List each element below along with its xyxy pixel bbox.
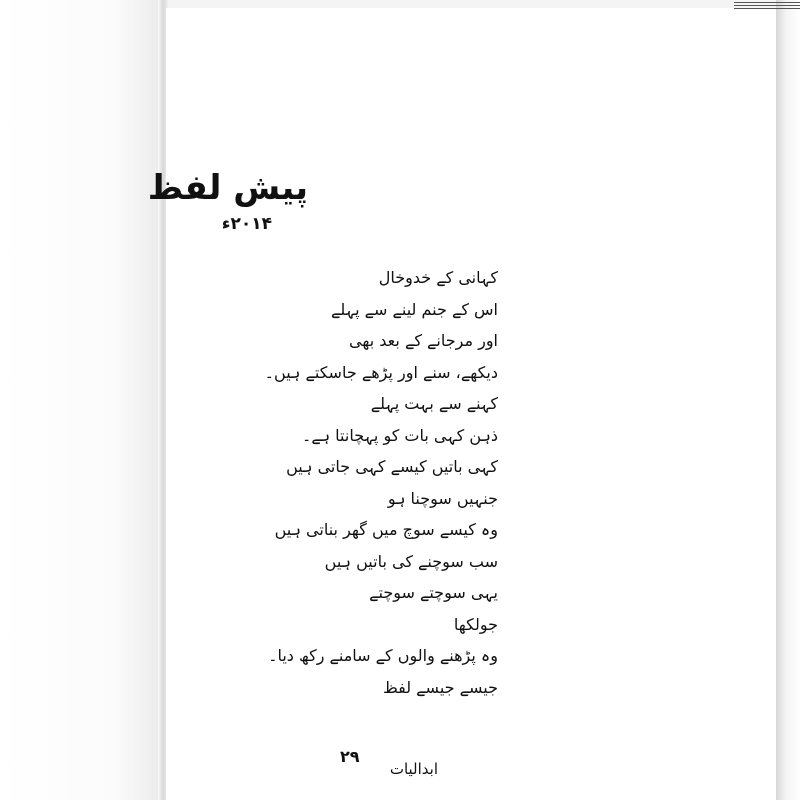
page-edge-right [776,0,800,800]
poem-line: ذہن کہی بات کو پہچانتا ہے۔ [301,425,498,445]
page-heading: پیش لفظ [147,168,308,208]
poem-line: اس کے جنم لینے سے پہلے [331,299,498,319]
poem-line: کہی باتیں کیسے کہی جاتی ہیں [286,457,498,476]
page-corner-lines [734,0,800,14]
poem-line: اور مرجانے کے بعد بھی [349,331,498,350]
page-number: ۲۹ [340,747,360,766]
poem-line: جنہیں سوچنا ہو [387,488,498,508]
running-footer-title: ابدالیات [389,760,438,778]
poem-line: وہ پڑھنے والوں کے سامنے رکھ دیا۔ [268,646,498,665]
poem-line: کہانی کے خدوخال [378,268,498,287]
poem-line: سب سوچنے کی باتیں ہیں [324,551,498,571]
poem-body [265,262,498,703]
poem-line: جولکھا [453,614,498,634]
poem-line: دیکھے، سنے اور پڑھے جاسکتے ہیں۔ [264,362,498,382]
poem-line: یہی سوچتے سوچتے [369,583,498,602]
scan-margin-left [0,0,165,800]
heading-year: ۲۰۱۴ء [221,214,272,234]
poem-line: کہنے سے بہت پہلے [370,394,498,413]
poem-line: وہ کیسے سوچ میں گھر بناتی ہیں [274,520,498,539]
poem-line: جیسے جیسے لفظ [382,677,498,697]
